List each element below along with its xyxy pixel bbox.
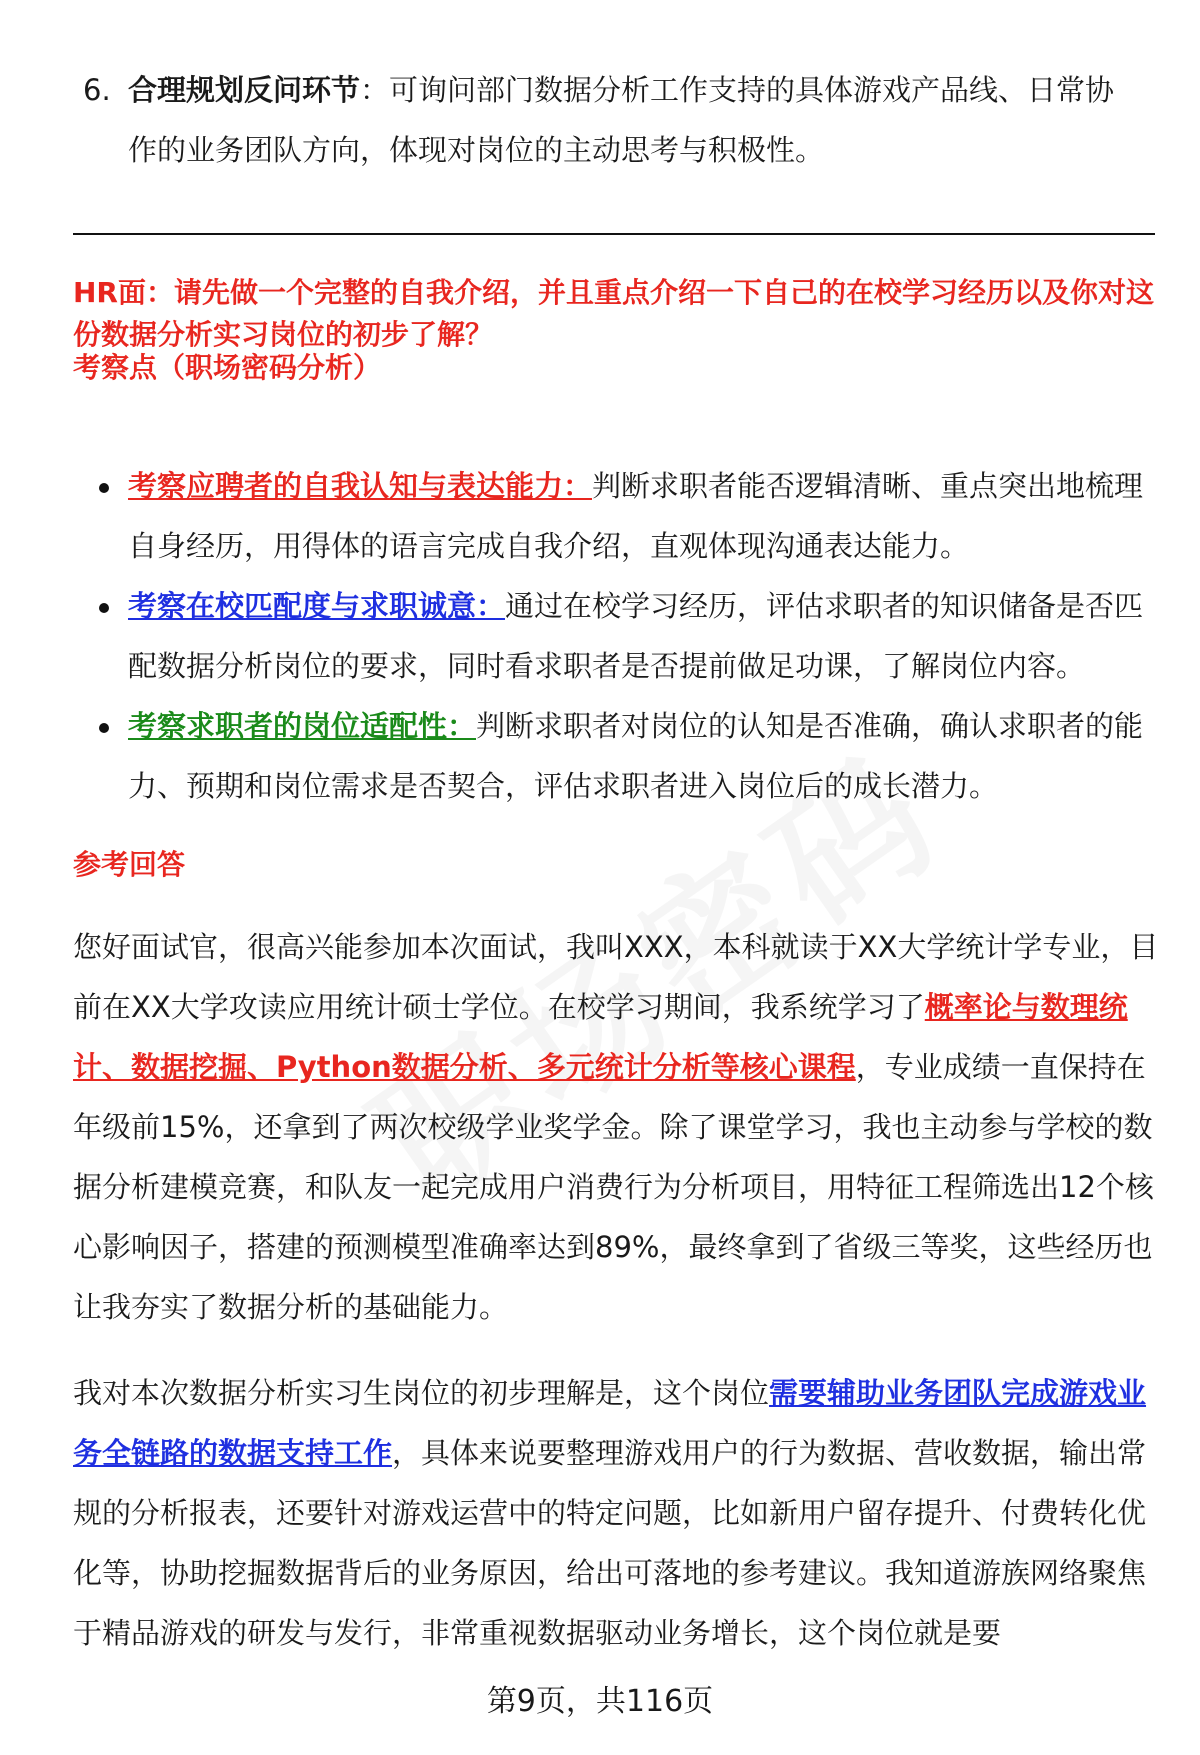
para2-highlight: 需要辅助业务团队完成游戏业务全链路的数据支持工作 [73,1376,1147,1470]
list-item-title: 合理规划反问环节 [128,73,361,107]
bullet-dot [99,483,109,493]
assessment-points-list [73,456,1155,816]
bullet-item [73,696,1155,816]
list-item-colon: ： [360,73,390,107]
answer-paragraph-1 [73,917,1161,1337]
bullet-title: 考察应聘者的自我认知与表达能力： [128,469,593,503]
points-heading: 考察点（职场密码分析） [73,351,382,384]
bullet-dot [99,723,109,733]
list-item-text: 可询问部门数据分析工作支持的具体游戏产品线、日常协作的业务团队方向，体现对岗位的主动思考与积极性。 [128,73,1115,167]
para2-text-after: ，具体来说要整理游戏用户的行为数据、营收数据，输出常规的分析报表，还要针对游戏运营中的特定问题，比如新用户留存提升、付费转化优化等，协助挖掘数据背后的业务原因，给出可落地的参考建议。我知道游族网络聚焦于精品游戏的研发与发行，非常重视数据驱动业务增长，这个岗位就是要 [73,1436,1147,1650]
page-footer: 第9页，共116页 [486,1684,714,1719]
bullet-dot [99,603,109,613]
list-item-6 [83,60,1143,180]
bullet-text: 判断求职者能否逻辑清晰、重点突出地梳理自身经历，用得体的语言完成自我介绍，直观体现沟通表达能力。 [128,469,1144,563]
bullet-text: 通过在校学习经历，评估求职者的知识储备是否匹配数据分析岗位的要求，同时看求职者是否提前做足功课，了解岗位内容。 [128,589,1144,683]
para2-text-before: 我对本次数据分析实习生岗位的初步理解是，这个岗位 [73,1376,770,1410]
answer-heading: 参考回答 [73,848,186,881]
answer-paragraph-2 [73,1363,1161,1663]
bullet-title: 考察在校匹配度与求职诚意： [128,589,506,623]
section-divider [73,233,1155,235]
bullet-item [73,576,1155,696]
bullet-text: 判断求职者对岗位的认知是否准确，确认求职者的能力、预期和岗位需求是否契合，评估求职者进入岗位后的成长潜力。 [128,709,1144,803]
para1-text-before: 您好面试官，很高兴能参加本次面试，我叫XXX，本科就读于XX大学统计学专业，目前在XX大学攻读应用统计硕士学位。在校学习期间，我系统学习了 [73,930,1159,1024]
hr-question: HR面：请先做一个完整的自我介绍，并且重点介绍一下自己的在校学习经历以及你对这份数据分析实习岗位的初步了解？ [73,276,1154,351]
para1-highlight: 概率论与数理统计、数据挖掘、Python数据分析、多元统计分析等核心课程 [73,990,1128,1084]
bullet-title: 考察求职者的岗位适配性： [128,709,477,743]
bullet-item [73,456,1155,576]
para1-text-after: ，专业成绩一直保持在年级前15%，还拿到了两次校级学业奖学金。除了课堂学习，我也主动参与学校的数据分析建模竞赛，和队友一起完成用户消费行为分析项目，用特征工程筛选出12个核心影响因子，搭建的预测模型准确率达到89%，最终拿到了省级三等奖，这些经历也让我夯实了数据分析的基础能力。 [73,1050,1154,1324]
list-number: 6. [83,73,111,107]
